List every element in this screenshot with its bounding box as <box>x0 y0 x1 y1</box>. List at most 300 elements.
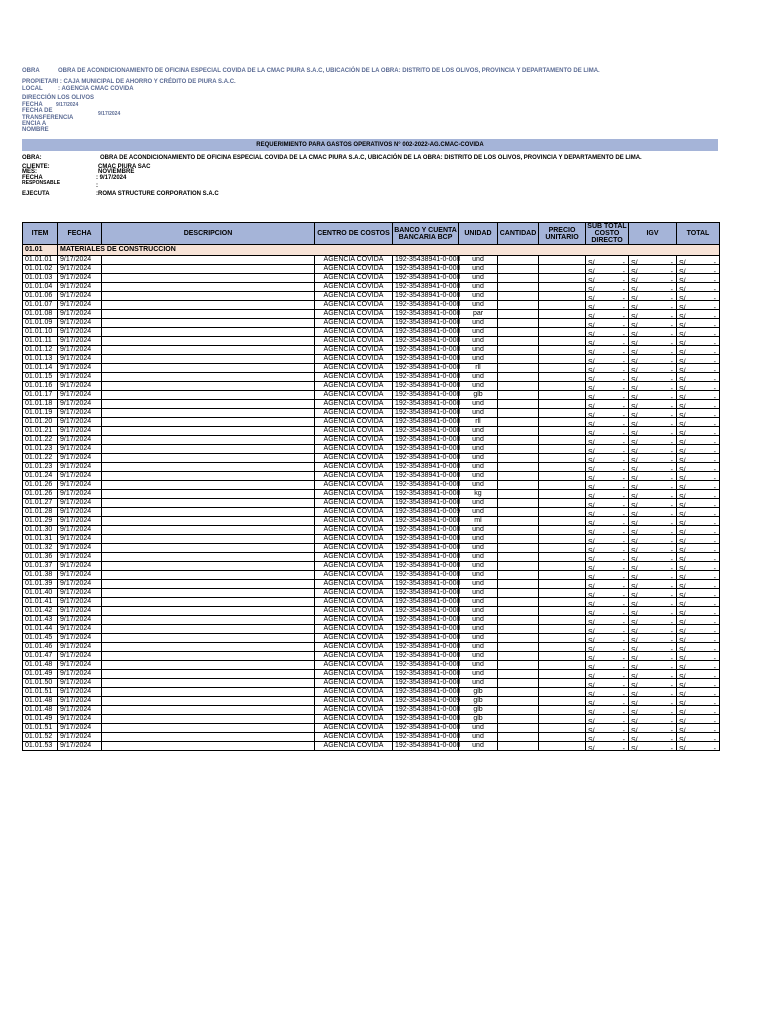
centro-costos-cell: AGENCIA COVIDA <box>315 391 393 400</box>
banco-cell: 192-35438941-0-008 <box>393 328 459 337</box>
amount-dash: - <box>622 386 625 393</box>
descripcion-cell <box>102 589 315 598</box>
table-row <box>23 373 720 382</box>
precio-unitario-cell <box>539 427 586 436</box>
item-cell: 01.01.30 <box>23 526 58 535</box>
table-row <box>23 616 720 625</box>
total-cell <box>677 481 720 490</box>
info-mes <box>22 169 135 175</box>
currency-symbol: S/ <box>588 458 595 465</box>
item-cell: 01.01.26 <box>23 481 58 490</box>
precio-unitario-cell <box>539 688 586 697</box>
table-row <box>23 607 720 616</box>
amount-dash: - <box>622 458 625 465</box>
table-row <box>23 715 720 724</box>
unidad-cell: und <box>459 616 498 625</box>
sub-total-cell <box>586 562 629 571</box>
col-igv: IGV <box>629 223 677 245</box>
sub-total-cell <box>586 463 629 472</box>
amount-dash: - <box>670 431 673 438</box>
amount-dash: - <box>670 683 673 690</box>
centro-costos-cell: AGENCIA COVIDA <box>315 409 393 418</box>
amount-dash: - <box>670 476 673 483</box>
amount-dash: - <box>713 314 716 321</box>
igv-cell <box>629 589 677 598</box>
amount-dash: - <box>713 602 716 609</box>
sub-total-cell <box>586 436 629 445</box>
amount-dash: - <box>670 638 673 645</box>
currency-symbol: S/ <box>631 269 638 276</box>
currency-symbol: S/ <box>631 575 638 582</box>
sub-total-cell <box>586 544 629 553</box>
currency-symbol: S/ <box>588 314 595 321</box>
currency-symbol: S/ <box>631 395 638 402</box>
descripcion-cell <box>102 481 315 490</box>
item-cell: 01.01.51 <box>23 688 58 697</box>
precio-unitario-cell <box>539 319 586 328</box>
banco-cell: 192-35438941-0-008 <box>393 400 459 409</box>
fecha-cell: 9/17/2024 <box>58 292 102 301</box>
cantidad-cell <box>498 499 539 508</box>
col-fecha: FECHA <box>58 223 102 245</box>
total-cell <box>677 319 720 328</box>
banco-cell: 192-35438941-0-008 <box>393 337 459 346</box>
item-cell: 01.01.19 <box>23 409 58 418</box>
fecha-cell: 9/17/2024 <box>58 328 102 337</box>
fecha-cell: 9/17/2024 <box>58 598 102 607</box>
amount-dash: - <box>713 656 716 663</box>
item-cell: 01.01.17 <box>23 391 58 400</box>
amount-dash: - <box>713 665 716 672</box>
cantidad-cell <box>498 616 539 625</box>
sub-total-cell <box>586 364 629 373</box>
cantidad-cell <box>498 364 539 373</box>
currency-symbol: S/ <box>588 557 595 564</box>
fecha-cell: 9/17/2024 <box>58 625 102 634</box>
item-cell: 01.01.10 <box>23 328 58 337</box>
banco-cell: 192-35438941-0-008 <box>393 742 459 751</box>
unidad-cell: glb <box>459 688 498 697</box>
item-cell: 01.01.23 <box>23 463 58 472</box>
col-descripcion: DESCRIPCION <box>102 223 315 245</box>
currency-symbol: S/ <box>631 449 638 456</box>
amount-dash: - <box>622 350 625 357</box>
precio-unitario-cell <box>539 373 586 382</box>
banco-cell: 192-35438941-0-008 <box>393 571 459 580</box>
total-cell <box>677 256 720 265</box>
descripcion-cell <box>102 742 315 751</box>
cantidad-cell <box>498 265 539 274</box>
total-cell <box>677 679 720 688</box>
descripcion-cell <box>102 265 315 274</box>
currency-symbol: S/ <box>631 305 638 312</box>
banco-cell: 192-35438941-0-008 <box>393 733 459 742</box>
unidad-cell: und <box>459 409 498 418</box>
banco-cell: 192-35438941-0-008 <box>393 652 459 661</box>
amount-dash: - <box>670 458 673 465</box>
info-ejecuta-label: EJECUTA <box>22 191 50 197</box>
amount-dash: - <box>670 584 673 591</box>
table-row <box>23 535 720 544</box>
unidad-cell: und <box>459 373 498 382</box>
sub-total-cell <box>586 526 629 535</box>
banco-cell: 192-35438941-0-008 <box>393 562 459 571</box>
cantidad-cell <box>498 337 539 346</box>
cantidad-cell <box>498 625 539 634</box>
cantidad-cell <box>498 382 539 391</box>
currency-symbol: S/ <box>631 683 638 690</box>
info-fecha-label: FECHA <box>22 175 43 181</box>
amount-dash: - <box>713 593 716 600</box>
descripcion-cell <box>102 355 315 364</box>
table-row <box>23 436 720 445</box>
amount-dash: - <box>622 611 625 618</box>
fecha-cell: 9/17/2024 <box>58 661 102 670</box>
amount-dash: - <box>670 629 673 636</box>
total-cell <box>677 715 720 724</box>
item-cell: 01.01.13 <box>23 355 58 364</box>
total-cell <box>677 463 720 472</box>
fecha-cell: 9/17/2024 <box>58 535 102 544</box>
centro-costos-cell: AGENCIA COVIDA <box>315 445 393 454</box>
amount-dash: - <box>713 692 716 699</box>
total-cell <box>677 589 720 598</box>
currency-symbol: S/ <box>679 656 686 663</box>
fecha-cell: 9/17/2024 <box>58 463 102 472</box>
descripcion-cell <box>102 274 315 283</box>
item-cell: 01.01.52 <box>23 733 58 742</box>
unidad-cell: und <box>459 643 498 652</box>
precio-unitario-cell <box>539 355 586 364</box>
table-row <box>23 337 720 346</box>
precio-unitario-cell <box>539 256 586 265</box>
igv-cell <box>629 400 677 409</box>
precio-unitario-cell <box>539 436 586 445</box>
sub-total-cell <box>586 346 629 355</box>
currency-symbol: S/ <box>588 296 595 303</box>
item-cell: 01.01.32 <box>23 544 58 553</box>
amount-dash: - <box>622 530 625 537</box>
table-row <box>23 697 720 706</box>
currency-symbol: S/ <box>679 620 686 627</box>
amount-dash: - <box>713 413 716 420</box>
currency-symbol: S/ <box>588 512 595 519</box>
total-cell <box>677 742 720 751</box>
amount-dash: - <box>670 611 673 618</box>
amount-dash: - <box>713 737 716 744</box>
currency-symbol: S/ <box>631 332 638 339</box>
amount-dash: - <box>670 548 673 555</box>
unidad-cell: und <box>459 580 498 589</box>
item-cell: 01.01.51 <box>23 724 58 733</box>
cantidad-cell <box>498 688 539 697</box>
centro-costos-cell: AGENCIA COVIDA <box>315 256 393 265</box>
amount-dash: - <box>713 269 716 276</box>
item-cell: 01.01.23 <box>23 445 58 454</box>
total-cell <box>677 409 720 418</box>
table-row <box>23 319 720 328</box>
sub-total-cell <box>586 715 629 724</box>
centro-costos-cell: AGENCIA COVIDA <box>315 715 393 724</box>
igv-cell <box>629 517 677 526</box>
currency-symbol: S/ <box>588 494 595 501</box>
descripcion-cell <box>102 409 315 418</box>
igv-cell <box>629 742 677 751</box>
centro-costos-cell: AGENCIA COVIDA <box>315 364 393 373</box>
currency-symbol: S/ <box>631 746 638 753</box>
currency-symbol: S/ <box>588 728 595 735</box>
centro-costos-cell: AGENCIA COVIDA <box>315 382 393 391</box>
sub-total-cell <box>586 283 629 292</box>
item-cell: 01.01.47 <box>23 652 58 661</box>
cantidad-cell <box>498 283 539 292</box>
currency-symbol: S/ <box>679 404 686 411</box>
table-row <box>23 481 720 490</box>
cantidad-cell <box>498 553 539 562</box>
amount-dash: - <box>713 629 716 636</box>
info-responsable <box>22 180 61 186</box>
currency-symbol: S/ <box>588 386 595 393</box>
amount-dash: - <box>670 260 673 267</box>
currency-symbol: S/ <box>679 296 686 303</box>
amount-dash: - <box>713 530 716 537</box>
item-cell: 01.01.24 <box>23 472 58 481</box>
centro-costos-cell: AGENCIA COVIDA <box>315 733 393 742</box>
amount-dash: - <box>670 305 673 312</box>
currency-symbol: S/ <box>588 269 595 276</box>
sub-total-cell <box>586 355 629 364</box>
cantidad-cell <box>498 454 539 463</box>
fecha-cell: 9/17/2024 <box>58 364 102 373</box>
col-item: ITEM <box>23 223 58 245</box>
igv-cell <box>629 427 677 436</box>
item-cell: 01.01.45 <box>23 634 58 643</box>
currency-symbol: S/ <box>679 485 686 492</box>
amount-dash: - <box>670 701 673 708</box>
cantidad-cell <box>498 580 539 589</box>
table-row <box>23 292 720 301</box>
amount-dash: - <box>670 512 673 519</box>
total-cell <box>677 490 720 499</box>
descripcion-cell <box>102 382 315 391</box>
centro-costos-cell: AGENCIA COVIDA <box>315 697 393 706</box>
info-ejecuta <box>22 191 219 197</box>
cantidad-cell <box>498 670 539 679</box>
precio-unitario-cell <box>539 508 586 517</box>
currency-symbol: S/ <box>588 521 595 528</box>
info-cliente-label: CLIENTE: <box>22 164 50 170</box>
item-cell: 01.01.36 <box>23 553 58 562</box>
table-row <box>23 544 720 553</box>
table-row <box>23 355 720 364</box>
banco-cell: 192-35438941-0-008 <box>393 625 459 634</box>
currency-symbol: S/ <box>631 458 638 465</box>
currency-symbol: S/ <box>631 692 638 699</box>
sub-total-cell <box>586 382 629 391</box>
total-cell <box>677 391 720 400</box>
total-cell <box>677 517 720 526</box>
currency-symbol: S/ <box>588 746 595 753</box>
banco-cell: 192-35438941-0-008 <box>393 724 459 733</box>
amount-dash: - <box>622 692 625 699</box>
total-cell <box>677 292 720 301</box>
centro-costos-cell: AGENCIA COVIDA <box>315 454 393 463</box>
unidad-cell: und <box>459 256 498 265</box>
item-cell: 01.01.37 <box>23 562 58 571</box>
amount-dash: - <box>622 323 625 330</box>
unidad-cell: und <box>459 679 498 688</box>
table-row <box>23 400 720 409</box>
total-cell <box>677 733 720 742</box>
cantidad-cell <box>498 535 539 544</box>
amount-dash: - <box>622 278 625 285</box>
info-mes-label: MES: <box>22 169 37 175</box>
fecha-cell: 9/17/2024 <box>58 301 102 310</box>
item-cell: 01.01.07 <box>23 301 58 310</box>
currency-symbol: S/ <box>679 332 686 339</box>
amount-dash: - <box>713 575 716 582</box>
precio-unitario-cell <box>539 589 586 598</box>
amount-dash: - <box>713 323 716 330</box>
currency-symbol: S/ <box>679 512 686 519</box>
currency-symbol: S/ <box>588 683 595 690</box>
currency-symbol: S/ <box>588 341 595 348</box>
amount-dash: - <box>713 728 716 735</box>
table-row <box>23 661 720 670</box>
igv-cell <box>629 625 677 634</box>
descripcion-cell <box>102 598 315 607</box>
currency-symbol: S/ <box>679 530 686 537</box>
currency-symbol: S/ <box>588 674 595 681</box>
fecha-cell: 9/17/2024 <box>58 679 102 688</box>
descripcion-cell <box>102 697 315 706</box>
centro-costos-cell: AGENCIA COVIDA <box>315 526 393 535</box>
amount-dash: - <box>670 440 673 447</box>
centro-costos-cell: AGENCIA COVIDA <box>315 679 393 688</box>
unidad-cell: und <box>459 562 498 571</box>
fecha-cell: 9/17/2024 <box>58 319 102 328</box>
amount-dash: - <box>713 404 716 411</box>
precio-unitario-cell <box>539 724 586 733</box>
fecha-cell: 9/17/2024 <box>58 616 102 625</box>
banco-cell: 192-35438941-0-008 <box>393 544 459 553</box>
igv-cell <box>629 418 677 427</box>
descripcion-cell <box>102 625 315 634</box>
igv-cell <box>629 697 677 706</box>
descripcion-cell <box>102 328 315 337</box>
banco-cell: 192-35438941-0-008 <box>393 580 459 589</box>
amount-dash: - <box>670 728 673 735</box>
total-cell <box>677 625 720 634</box>
header-encia-label: ENCIA A <box>22 121 47 127</box>
unidad-cell: und <box>459 328 498 337</box>
amount-dash: - <box>670 503 673 510</box>
currency-symbol: S/ <box>679 701 686 708</box>
currency-symbol: S/ <box>679 440 686 447</box>
precio-unitario-cell <box>539 661 586 670</box>
item-cell: 01.01.21 <box>23 427 58 436</box>
amount-dash: - <box>713 341 716 348</box>
currency-symbol: S/ <box>679 350 686 357</box>
centro-costos-cell: AGENCIA COVIDA <box>315 472 393 481</box>
fecha-cell: 9/17/2024 <box>58 337 102 346</box>
amount-dash: - <box>670 287 673 294</box>
currency-symbol: S/ <box>631 467 638 474</box>
banco-cell: 192-35438941-0-008 <box>393 418 459 427</box>
precio-unitario-cell <box>539 292 586 301</box>
banco-cell: 192-35438941-0-008 <box>393 409 459 418</box>
currency-symbol: S/ <box>631 719 638 726</box>
amount-dash: - <box>622 683 625 690</box>
banco-cell: 192-35438941-0-008 <box>393 616 459 625</box>
unidad-cell: und <box>459 508 498 517</box>
currency-symbol: S/ <box>679 377 686 384</box>
centro-costos-cell: AGENCIA COVIDA <box>315 688 393 697</box>
table-row <box>23 634 720 643</box>
currency-symbol: S/ <box>588 638 595 645</box>
table-row <box>23 526 720 535</box>
igv-cell <box>629 544 677 553</box>
amount-dash: - <box>670 692 673 699</box>
currency-symbol: S/ <box>588 278 595 285</box>
currency-symbol: S/ <box>679 341 686 348</box>
descripcion-cell <box>102 715 315 724</box>
unidad-cell: und <box>459 634 498 643</box>
fecha-cell: 9/17/2024 <box>58 733 102 742</box>
currency-symbol: S/ <box>679 602 686 609</box>
total-cell <box>677 571 720 580</box>
currency-symbol: S/ <box>631 521 638 528</box>
item-cell: 01.01.04 <box>23 283 58 292</box>
currency-symbol: S/ <box>631 422 638 429</box>
cantidad-cell <box>498 652 539 661</box>
amount-dash: - <box>622 728 625 735</box>
sub-total-cell <box>586 661 629 670</box>
fecha-cell: 9/17/2024 <box>58 571 102 580</box>
item-cell: 01.01.16 <box>23 382 58 391</box>
unidad-cell: und <box>459 337 498 346</box>
amount-dash: - <box>622 539 625 546</box>
table-row <box>23 706 720 715</box>
amount-dash: - <box>713 557 716 564</box>
total-cell <box>677 301 720 310</box>
descripcion-cell <box>102 553 315 562</box>
col-precio-unitario: PRECIO UNITARIO <box>539 223 586 245</box>
amount-dash: - <box>713 476 716 483</box>
banco-cell: 192-35438941-0-008 <box>393 661 459 670</box>
currency-symbol: S/ <box>679 278 686 285</box>
fecha-cell: 9/17/2024 <box>58 499 102 508</box>
currency-symbol: S/ <box>631 287 638 294</box>
currency-symbol: S/ <box>631 665 638 672</box>
unidad-cell: und <box>459 544 498 553</box>
descripcion-cell <box>102 373 315 382</box>
currency-symbol: S/ <box>679 593 686 600</box>
sub-total-cell <box>586 733 629 742</box>
item-cell: 01.01.26 <box>23 490 58 499</box>
igv-cell <box>629 508 677 517</box>
currency-symbol: S/ <box>631 278 638 285</box>
cantidad-cell <box>498 490 539 499</box>
amount-dash: - <box>622 701 625 708</box>
descripcion-cell <box>102 499 315 508</box>
amount-dash: - <box>622 674 625 681</box>
amount-dash: - <box>670 413 673 420</box>
currency-symbol: S/ <box>631 602 638 609</box>
item-cell: 01.01.08 <box>23 310 58 319</box>
col-sub-total: SUB TOTAL COSTO DIRECTO <box>587 223 627 244</box>
centro-costos-cell: AGENCIA COVIDA <box>315 418 393 427</box>
